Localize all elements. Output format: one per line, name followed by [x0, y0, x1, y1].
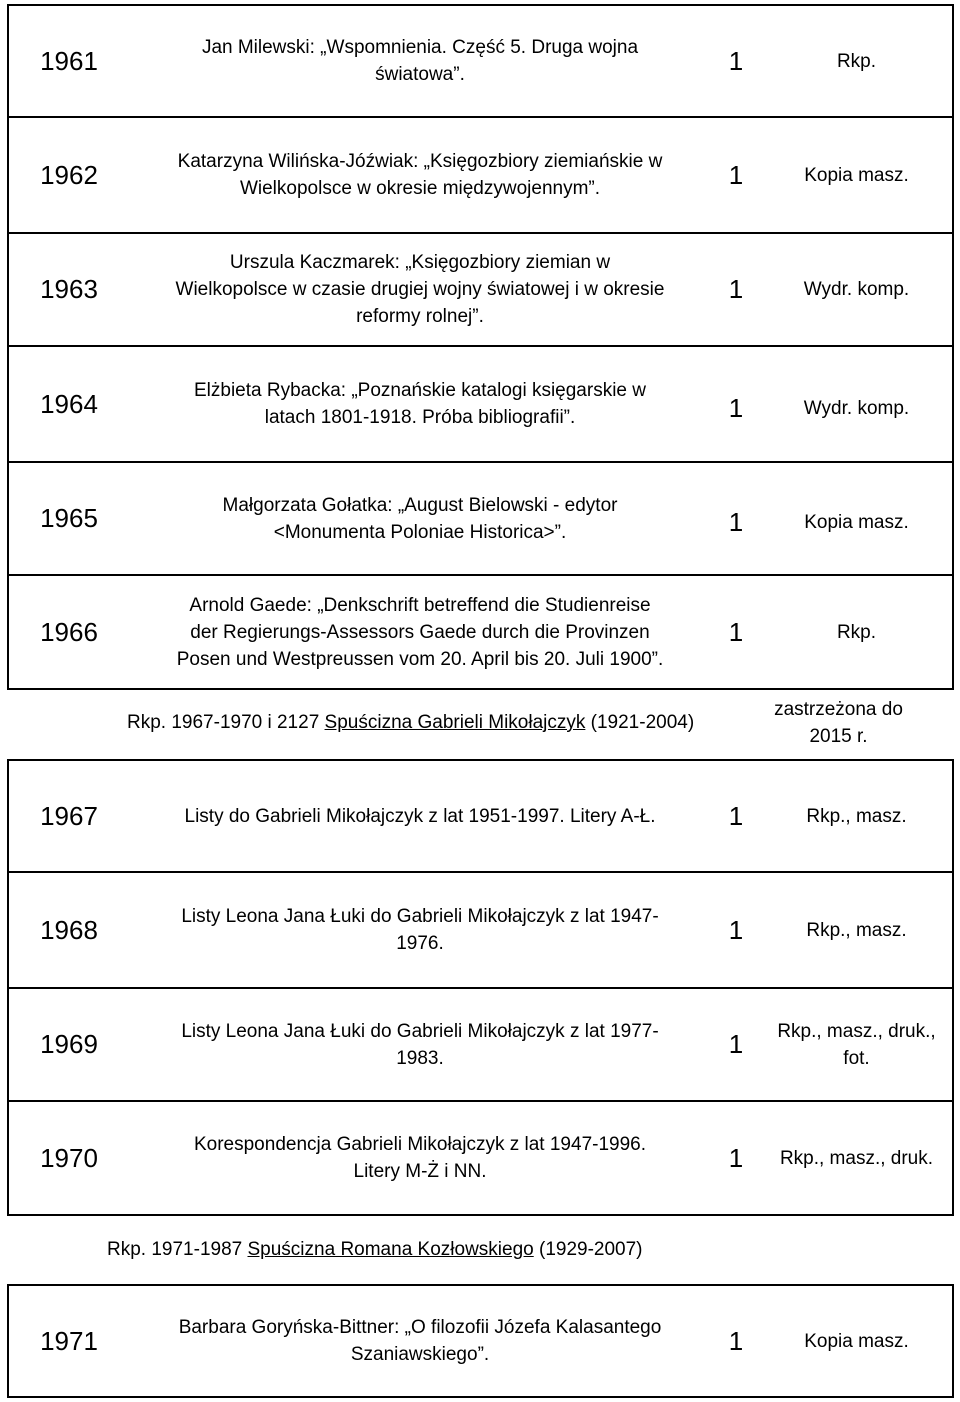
- table-row: [7, 232, 954, 347]
- item-count: 1: [728, 1029, 744, 1059]
- item-count: 1: [728, 1142, 744, 1173]
- item-type: Rkp., masz.: [806, 919, 907, 941]
- item-title: Arnold Gaede: „Denkschrift betreffend die Studienreise der Regierungs-Assessors Gaede durch die Provinzen Posen und Westpreussen vom 20. April bis 20. Juli 1900”.: [176, 594, 664, 670]
- item-type: Rkp.: [836, 50, 877, 72]
- item-title: Barbara Goryńska-Bittner: „O filozofii Józefa Kalasantego Szaniawskiego”.: [178, 1317, 662, 1365]
- item-number: 1964: [40, 388, 98, 419]
- item-title: Elżbieta Rybacka: „Poznańskie katalogi księgarskie w latach 1801-1918. Próba bibliografii”.: [194, 380, 646, 428]
- table-row: [7, 347, 954, 461]
- item-count: 1: [728, 800, 744, 831]
- item-number: 1962: [40, 159, 98, 190]
- item-type: Rkp.: [836, 621, 877, 643]
- item-number: 1963: [40, 274, 98, 304]
- item-title: Listy Leona Jana Łuki do Gabrieli Mikołajczyk z lat 1947- 1976.: [181, 906, 659, 954]
- restriction-note: zastrzeżona do 2015 r.: [774, 699, 903, 747]
- item-type: Wydr. komp.: [803, 397, 910, 419]
- item-type: Rkp., masz., druk.: [779, 1147, 934, 1169]
- item-count: 1: [728, 45, 744, 76]
- item-number: 1971: [40, 1325, 98, 1356]
- table-row: [7, 576, 954, 690]
- table-row: [7, 118, 954, 232]
- item-title: Listy Leona Jana Łuki do Gabrieli Mikołajczyk z lat 1977- 1983.: [181, 1020, 659, 1069]
- table-row: [7, 987, 954, 1102]
- item-type: Kopia masz.: [804, 164, 909, 186]
- item-type: Rkp., masz.: [806, 805, 907, 827]
- item-type: Rkp., masz., druk., fot.: [777, 1020, 936, 1069]
- item-number: 1966: [40, 616, 98, 647]
- table-row: [7, 759, 954, 873]
- item-title: Katarzyna Wilińska-Jóźwiak: „Księgozbiory ziemiańskie w Wielkopolsce w okresie międzywojennym”.: [177, 151, 663, 199]
- item-count: 1: [728, 1325, 744, 1356]
- item-number: 1961: [40, 45, 98, 76]
- table-row: [7, 461, 954, 576]
- item-title: Jan Milewski: „Wspomnienia. Część 5. Druga wojna światowa”.: [201, 37, 639, 85]
- collection-header: [7, 690, 954, 756]
- table-row: [7, 1102, 954, 1216]
- item-count: 1: [728, 159, 744, 190]
- collection-title: Rkp. 1971-1987 Spuścizna Romana Kozłowskiego (1929-2007): [107, 1239, 643, 1260]
- table-row: [7, 873, 954, 987]
- item-count: 1: [728, 274, 744, 304]
- item-count: 1: [728, 392, 744, 423]
- item-number: 1968: [40, 914, 98, 945]
- item-number: 1965: [40, 503, 98, 533]
- item-type: Kopia masz.: [804, 1330, 909, 1352]
- item-count: 1: [728, 914, 744, 945]
- collection-title: Rkp. 1967-1970 i 2127 Spuścizna Gabrieli Mikołajczyk (1921-2004): [127, 712, 695, 733]
- item-title: Urszula Kaczmarek: „Księgozbiory ziemian w Wielkopolsce w czasie drugiej wojny światowej i w okresie reformy rolnej”.: [175, 252, 665, 327]
- collection-link[interactable]: Spuścizna Gabrieli Mikołajczyk: [324, 712, 586, 733]
- item-count: 1: [728, 616, 744, 647]
- item-title: Małgorzata Gołatka: „August Bielowski - edytor <Monumenta Poloniae Historica>”.: [222, 494, 618, 543]
- item-type: Kopia masz.: [804, 512, 909, 533]
- item-number: 1969: [40, 1029, 98, 1059]
- item-count: 1: [728, 507, 744, 537]
- table-row: [7, 1284, 954, 1398]
- collection-link[interactable]: Spuścizna Romana Kozłowskiego: [247, 1239, 534, 1260]
- item-title: Listy do Gabrieli Mikołajczyk z lat 1951-1997. Litery A-Ł.: [184, 805, 656, 827]
- item-number: 1967: [40, 800, 98, 831]
- item-type: Wydr. komp.: [803, 279, 910, 300]
- item-number: 1970: [40, 1142, 98, 1173]
- item-title: Korespondencja Gabrieli Mikołajczyk z lat 1947-1996. Litery M-Ż i NN.: [193, 1134, 647, 1182]
- table-row: [7, 4, 954, 118]
- collection-header: [7, 1216, 954, 1284]
